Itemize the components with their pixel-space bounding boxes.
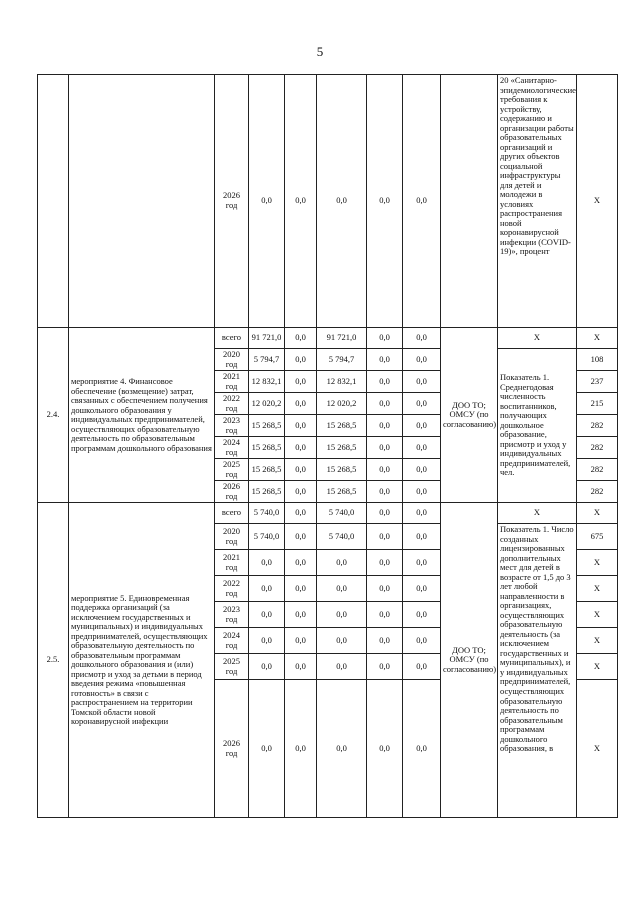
target-cell: X: [577, 503, 618, 524]
value-cell: 0,0: [403, 393, 441, 415]
target-cell: 237: [577, 371, 618, 393]
target-cell: X: [577, 328, 618, 349]
target-cell: X: [577, 550, 618, 576]
value-cell: 15 268,5: [317, 415, 367, 437]
value-cell: 0,0: [403, 576, 441, 602]
value-cell: 0,0: [403, 524, 441, 550]
value-cell: 0,0: [317, 602, 367, 628]
value-cell: 0,0: [249, 576, 285, 602]
value-cell: 0,0: [285, 481, 317, 503]
value-cell: 5 794,7: [249, 349, 285, 371]
target-cell: X: [577, 75, 618, 328]
value-cell: 0,0: [367, 415, 403, 437]
value-cell: 0,0: [367, 481, 403, 503]
value-cell: 0,0: [285, 654, 317, 680]
value-cell: 15 268,5: [249, 437, 285, 459]
indicator-total: X: [498, 503, 577, 524]
value-cell: 0,0: [403, 481, 441, 503]
target-cell: 215: [577, 393, 618, 415]
year-cell: 2020 год: [215, 524, 249, 550]
year-cell: 2022 год: [215, 393, 249, 415]
value-cell: 0,0: [285, 371, 317, 393]
year-cell: 2024 год: [215, 628, 249, 654]
value-cell: 0,0: [317, 75, 367, 328]
value-cell: 0,0: [285, 602, 317, 628]
target-cell: 282: [577, 459, 618, 481]
value-cell: 0,0: [249, 654, 285, 680]
year-cell: 2024 год: [215, 437, 249, 459]
value-cell: 0,0: [249, 602, 285, 628]
name-cell: [69, 75, 215, 328]
value-cell: 15 268,5: [317, 459, 367, 481]
value-cell: 0,0: [285, 524, 317, 550]
target-cell: X: [577, 628, 618, 654]
target-cell: X: [577, 680, 618, 818]
target-cell: X: [577, 576, 618, 602]
value-cell: 0,0: [403, 459, 441, 481]
value-cell: 15 268,5: [317, 437, 367, 459]
value-cell: 0,0: [367, 459, 403, 481]
value-cell: 0,0: [367, 550, 403, 576]
activity-name: мероприятие 5. Единовременная поддержка организаций (за исключением государственных и муниципальных) и индивидуальных предпринимателей, осуществляющих образовательную деятельность по образовательным программам дошкольного образования и (или) присмотр и уход за детьми в период введения режима «повышенная готовность» в связи с распространением на территории Томской области новой коронавирусной инфекции: [69, 503, 215, 818]
value-cell: 0,0: [367, 437, 403, 459]
value-cell: 0,0: [403, 437, 441, 459]
value-cell: 0,0: [403, 75, 441, 328]
value-cell: 5 740,0: [317, 524, 367, 550]
target-cell: X: [577, 602, 618, 628]
target-cell: 675: [577, 524, 618, 550]
value-cell: 15 268,5: [249, 481, 285, 503]
value-cell: 0,0: [367, 328, 403, 349]
target-cell: 282: [577, 415, 618, 437]
indicator-total: X: [498, 328, 577, 349]
value-cell: 0,0: [317, 576, 367, 602]
year-cell: 2020 год: [215, 349, 249, 371]
value-cell: 0,0: [367, 349, 403, 371]
value-cell: 0,0: [285, 459, 317, 481]
value-cell: 0,0: [317, 550, 367, 576]
row-number: 2.4.: [38, 328, 69, 503]
value-cell: 0,0: [285, 328, 317, 349]
indicator-cell: Показатель 1. Число созданных лицензированных дополнительных мест для детей в возрасте от 1,5 до 3 лет любой направленности в организациях, осуществляющих образовательную деятельность (за исключением государственных и муниципальных), и у индивидуальных предпринимателей, осуществляющих образовательную деятельность по образовательным программам дошкольного образования, в: [498, 524, 577, 818]
value-cell: 0,0: [403, 415, 441, 437]
value-cell: 0,0: [367, 680, 403, 818]
value-cell: 91 721,0: [249, 328, 285, 349]
value-cell: 0,0: [367, 654, 403, 680]
value-cell: 0,0: [403, 628, 441, 654]
executor-cell: ДОО ТО; ОМСУ (по согласованию): [441, 328, 498, 503]
value-cell: 0,0: [403, 602, 441, 628]
year-cell: 2023 год: [215, 415, 249, 437]
value-cell: 0,0: [317, 654, 367, 680]
value-cell: 0,0: [317, 680, 367, 818]
row-number: 2.5.: [38, 503, 69, 818]
value-cell: 5 740,0: [249, 503, 285, 524]
value-cell: 0,0: [367, 628, 403, 654]
value-cell: 0,0: [285, 628, 317, 654]
value-cell: 0,0: [249, 628, 285, 654]
value-cell: 0,0: [403, 349, 441, 371]
indicator-cell: Показатель 1. Среднегодовая численность воспитанников, получающих дошкольное образование, присмотр и уход у индивидуальных предпринимателей, чел.: [498, 349, 577, 503]
target-cell: 282: [577, 437, 618, 459]
value-cell: 0,0: [249, 75, 285, 328]
value-cell: 0,0: [367, 503, 403, 524]
year-cell: всего: [215, 503, 249, 524]
executor-cell: [441, 75, 498, 328]
program-table: [37, 74, 618, 818]
value-cell: 0,0: [367, 602, 403, 628]
value-cell: 0,0: [285, 437, 317, 459]
value-cell: 5 794,7: [317, 349, 367, 371]
year-cell: 2026 год: [215, 75, 249, 328]
year-cell: 2023 год: [215, 602, 249, 628]
value-cell: 0,0: [367, 75, 403, 328]
value-cell: 0,0: [403, 503, 441, 524]
value-cell: 15 268,5: [317, 481, 367, 503]
executor-cell: ДОО ТО; ОМСУ (по согласованию): [441, 503, 498, 818]
target-cell: X: [577, 654, 618, 680]
value-cell: 12 832,1: [249, 371, 285, 393]
target-cell: 108: [577, 349, 618, 371]
value-cell: 0,0: [285, 75, 317, 328]
value-cell: 0,0: [403, 550, 441, 576]
value-cell: 91 721,0: [317, 328, 367, 349]
value-cell: 15 268,5: [249, 415, 285, 437]
value-cell: 0,0: [285, 680, 317, 818]
value-cell: 0,0: [367, 393, 403, 415]
value-cell: 0,0: [403, 680, 441, 818]
value-cell: 0,0: [249, 550, 285, 576]
year-cell: 2021 год: [215, 371, 249, 393]
year-cell: 2026 год: [215, 680, 249, 818]
value-cell: 12 832,1: [317, 371, 367, 393]
value-cell: 0,0: [317, 628, 367, 654]
year-cell: 2021 год: [215, 550, 249, 576]
value-cell: 0,0: [285, 550, 317, 576]
year-cell: 2022 год: [215, 576, 249, 602]
value-cell: 12 020,2: [317, 393, 367, 415]
value-cell: 0,0: [285, 393, 317, 415]
page-number: 5: [316, 44, 324, 59]
value-cell: 0,0: [403, 654, 441, 680]
value-cell: 0,0: [367, 524, 403, 550]
value-cell: 0,0: [403, 371, 441, 393]
value-cell: 0,0: [249, 680, 285, 818]
value-cell: 5 740,0: [317, 503, 367, 524]
value-cell: 5 740,0: [249, 524, 285, 550]
table-row: [38, 503, 618, 524]
indicator-cell: 20 «Санитарно-эпидемиологические требования к устройству, содержанию и организации работы образовательных организаций и других объектов социальной инфраструктуры для детей и молодежи в условиях распространения новой коронавирусной инфекции (COVID-19)», процент: [498, 75, 577, 328]
value-cell: 0,0: [285, 503, 317, 524]
value-cell: 0,0: [367, 371, 403, 393]
value-cell: 0,0: [285, 349, 317, 371]
year-cell: 2025 год: [215, 459, 249, 481]
value-cell: 0,0: [367, 576, 403, 602]
value-cell: 0,0: [285, 415, 317, 437]
value-cell: 0,0: [285, 576, 317, 602]
value-cell: 12 020,2: [249, 393, 285, 415]
table-row: [38, 75, 618, 328]
table-row: [38, 328, 618, 349]
year-cell: 2025 год: [215, 654, 249, 680]
year-cell: 2026 год: [215, 481, 249, 503]
value-cell: 15 268,5: [249, 459, 285, 481]
activity-name: мероприятие 4. Финансовое обеспечение (возмещение) затрат, связанных с обеспечением получения дошкольного образования у индивидуальных предпринимателей, осуществляющих образовательную деятельность по образовательным программам дошкольного образования: [69, 328, 215, 503]
value-cell: 0,0: [403, 328, 441, 349]
num-cell: [38, 75, 69, 328]
target-cell: 282: [577, 481, 618, 503]
year-cell: всего: [215, 328, 249, 349]
